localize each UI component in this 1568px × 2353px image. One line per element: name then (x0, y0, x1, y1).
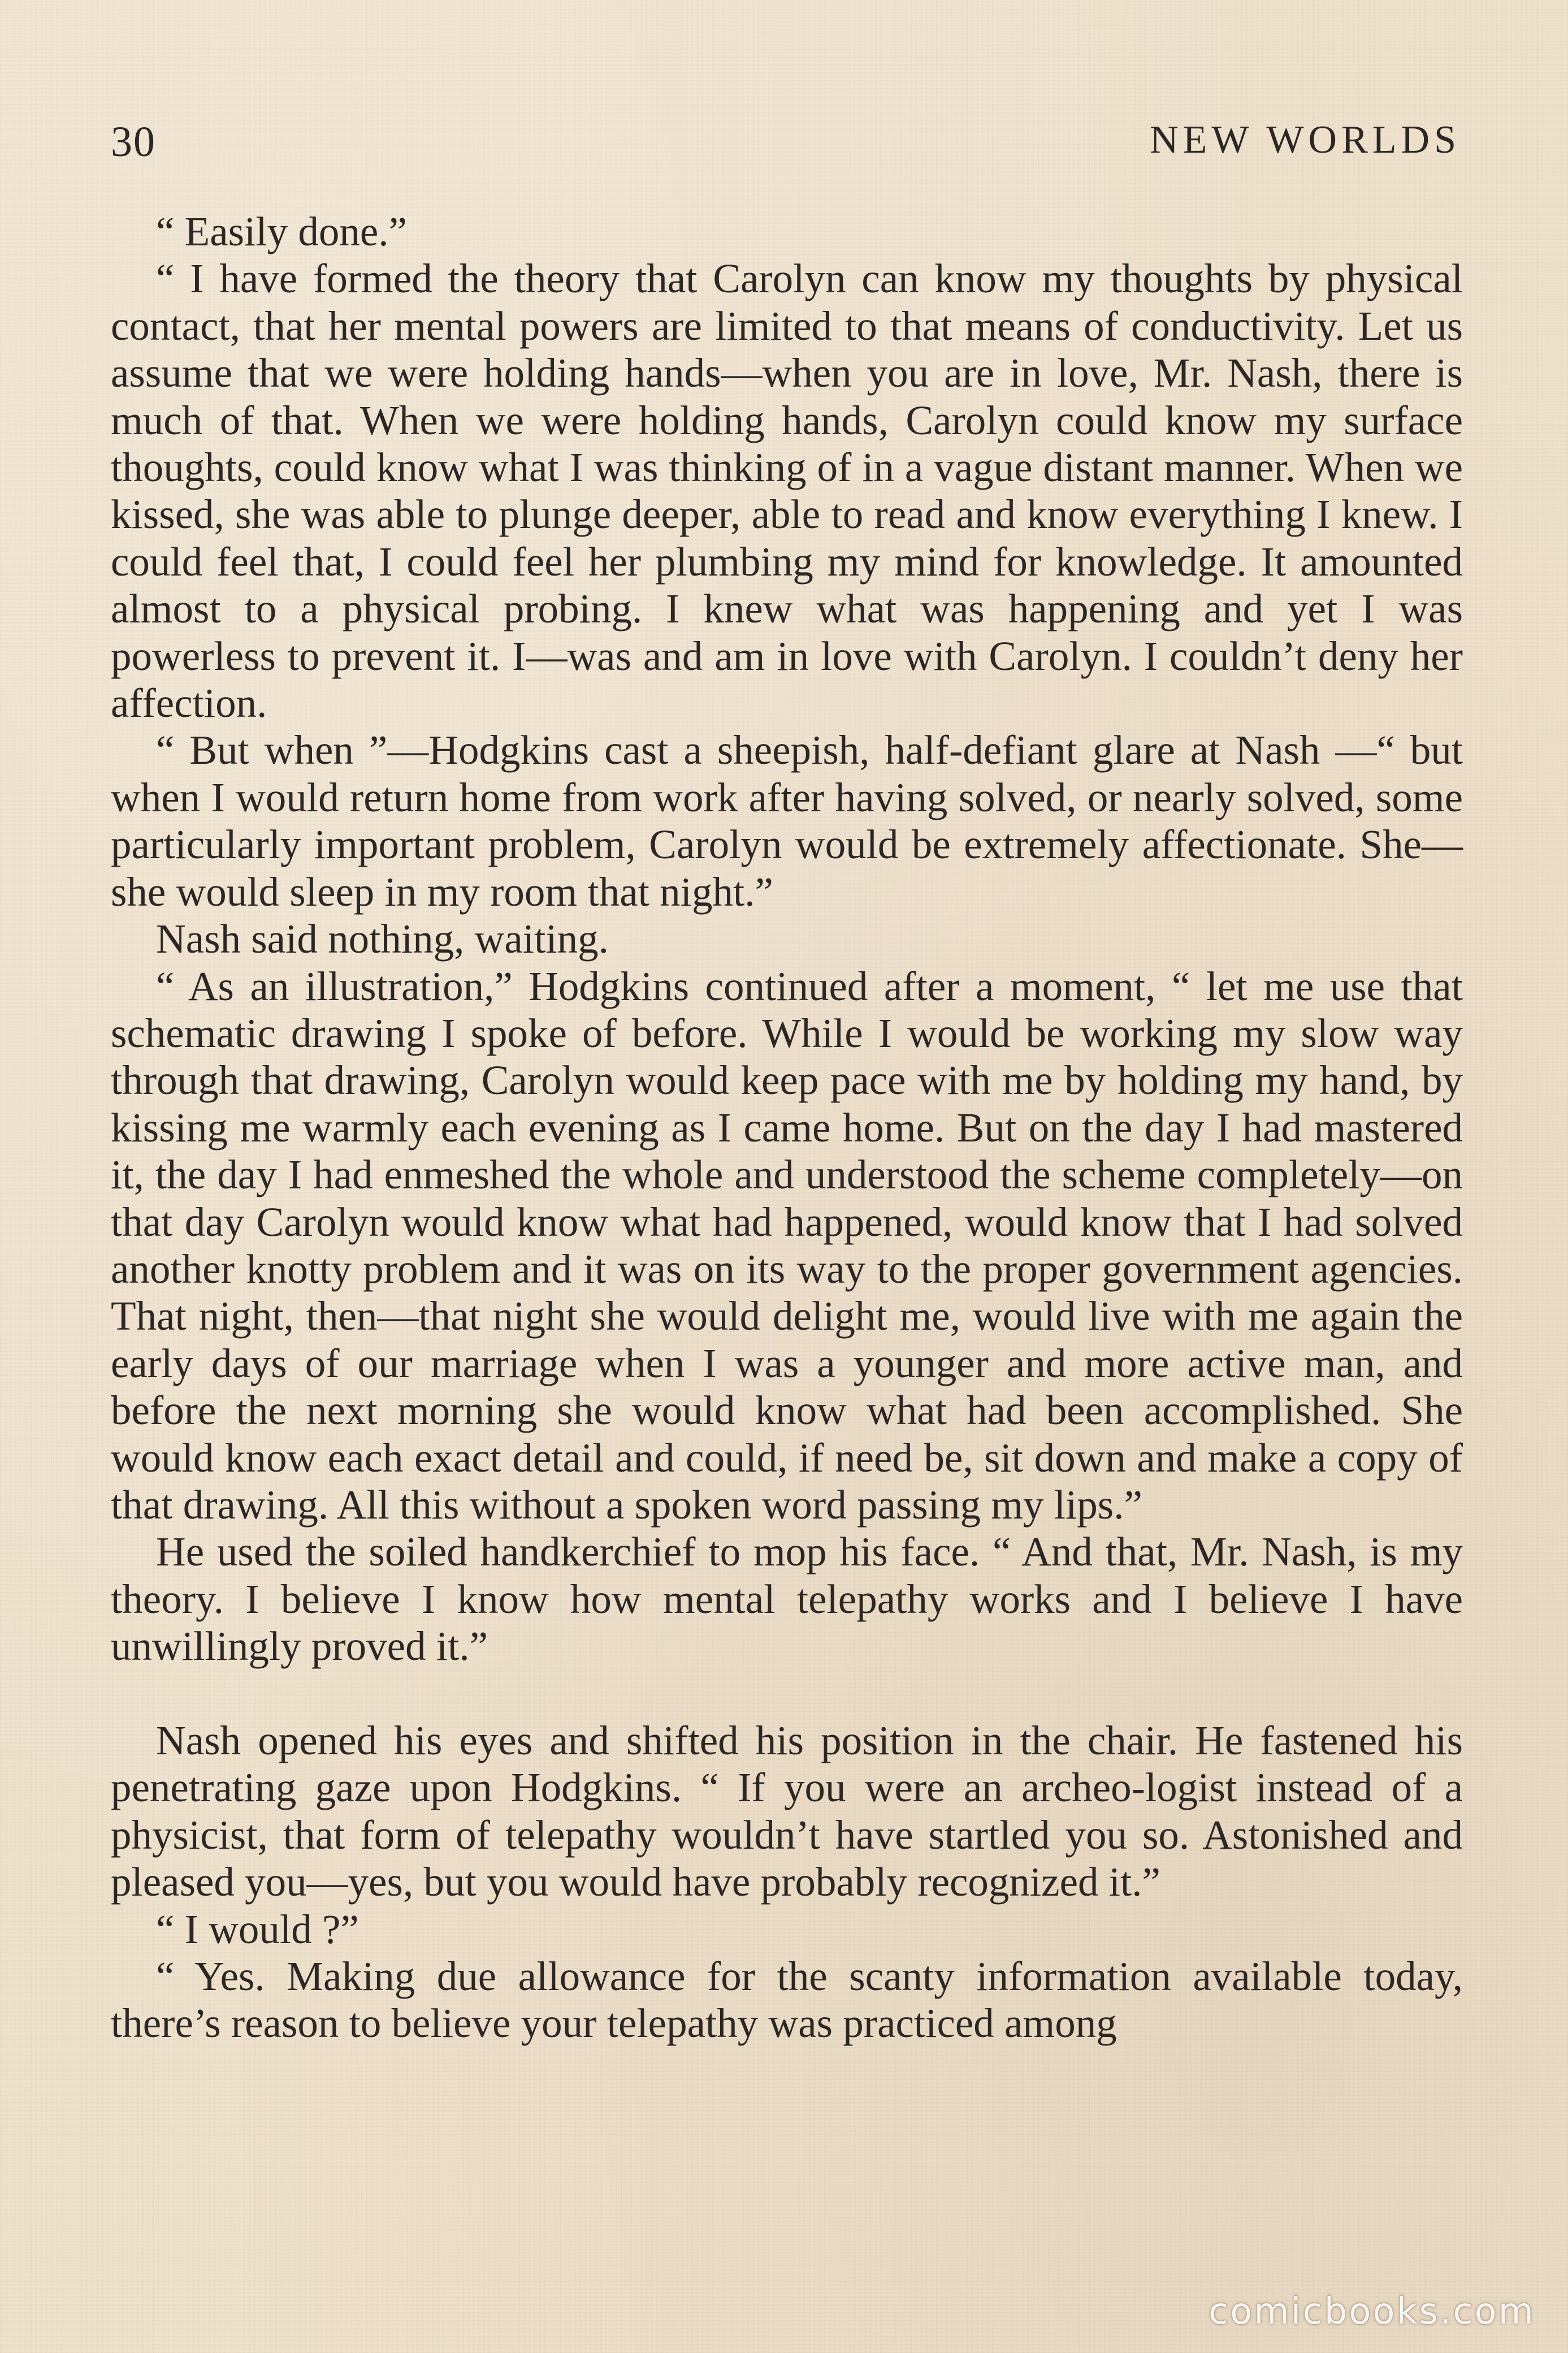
paragraph-easily-done: “ Easily done.” (156, 209, 407, 254)
paragraph-but-when: “ But when ”—Hodgkins cast a sheepish, half-defiant glare at Nash —“ but when I would return home from work after having solved, or nearly solved, some particularly important problem, Carolyn would be extremely affectionate. She—she would sleep in my room that night.” (111, 727, 1463, 915)
paragraph-nash-waiting: Nash said nothing, waiting. (156, 916, 609, 962)
running-head-title: NEW WORLDS (1150, 118, 1461, 162)
paragraph-yes-making: “ Yes. Making due allowance for the scanty information available today, there’s reason to believe your telepathy was practiced among (111, 1953, 1463, 2047)
page-number: 30 (111, 118, 156, 166)
paragraph-i-would: “ I would ?” (156, 1906, 359, 1952)
paragraph-illustration: “ As an illustration,” Hodgkins continued after a moment, “ let me use that schematic drawing I spoke of before. While I would be working my slow way through that drawing, Carolyn would keep pace with me by holding my hand, by kissing me warmly each evening as I came home. But on the day I had mastered it, the day I had enmeshed the whole and understood the scheme completely—on that day Carolyn would know what had happened, would know that I had solved another knotty problem and it was on its way to the proper government agencies. That night, then—that night she would delight me, would live with me again the early days of our marriage when I was a younger and more active man, and before the next morning she would know what had been accomplished. She would know each exact detail and could, if need be, sit down and make a copy of that drawing. All this without a spoken word passing my lips.” (111, 963, 1463, 1528)
paragraph-theory: “ I have formed the theory that Carolyn can know my thoughts by physical contact, that her mental powers are limited to that means of conductivity. Let us assume that we were holding hands—when you are in love, Mr. Nash, there is much of that. When we were holding hands, Carolyn could know my surface thoughts, could know what I was thinking of in a vague distant manner. When we kissed, she was able to plunge deeper, able to read and know everything I knew. I could feel that, I could feel her plumbing my mind for knowledge. It amounted almost to a physical probing. I knew what was happening and yet I was powerless to prevent it. I—was and am in love with Carolyn. I couldn’t deny her affection. (111, 256, 1463, 726)
paragraph-nash-opened-eyes: Nash opened his eyes and shifted his position in the chair. He fastened his penetrating gaze upon Hodgkins. “ If you were an archeo-logist instead of a physicist, that form of telepathy wouldn’t have startled you so. Astonished and pleased you—yes, but you would have probably recognized it.” (111, 1717, 1463, 1905)
paragraph-handkerchief: He used the soiled handkerchief to mop his face. “ And that, Mr. Nash, is my theory. I believe I know how mental telepathy works and I believe I have unwillingly proved it.” (111, 1529, 1463, 1669)
watermark-logo: comicbooks.com (1208, 2291, 1535, 2333)
page-header (111, 113, 1461, 175)
body-text (111, 208, 1463, 2047)
